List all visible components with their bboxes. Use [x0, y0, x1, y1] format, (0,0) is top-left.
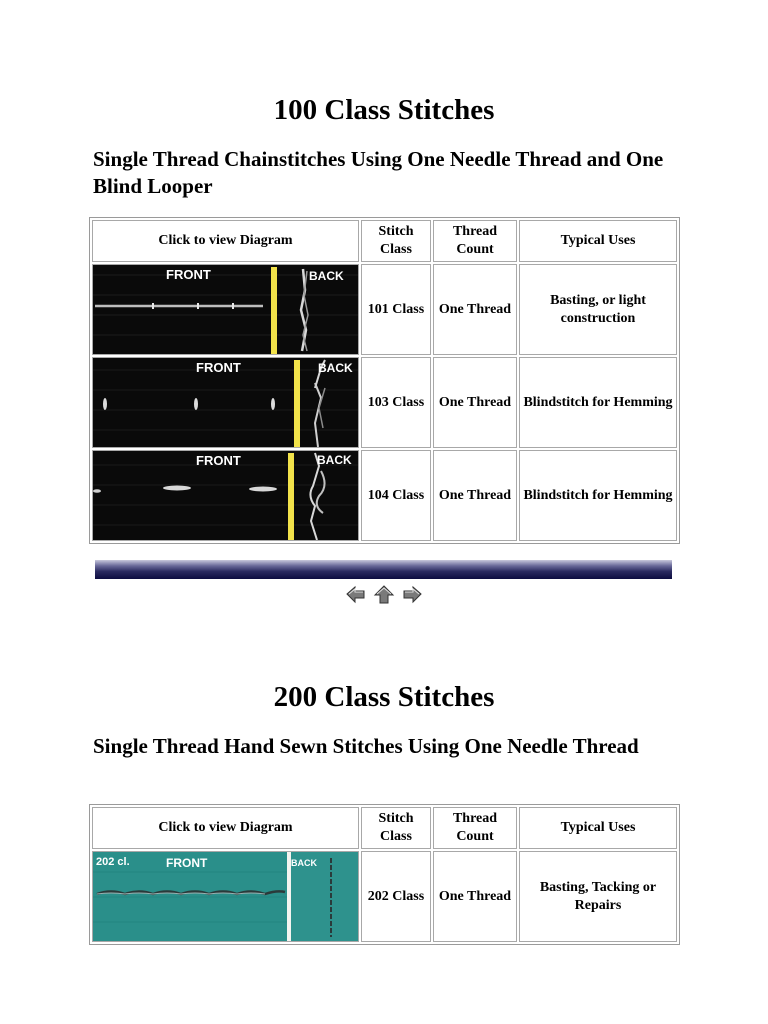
table-row	[92, 851, 677, 942]
diagram-104-image[interactable]	[93, 451, 358, 540]
diagram-104-link[interactable]	[92, 450, 359, 541]
section-200-subtitle: Single Thread Hand Sewn Stitches Using One Needle Thread	[93, 734, 639, 758]
diagram-101-image[interactable]	[93, 265, 358, 354]
diagram-202-back-label: BACK	[291, 858, 317, 868]
thread-count-103: One Thread	[433, 357, 517, 448]
table-row	[92, 450, 677, 541]
right-arrow-icon[interactable]	[401, 585, 423, 605]
up-arrow-icon[interactable]	[373, 585, 395, 605]
typical-uses-103: Blindstitch for Hemming	[519, 357, 677, 448]
section-divider-bar	[95, 560, 672, 579]
header-thread-count: Thread Count	[433, 220, 517, 262]
diagram-104-back-label: BACK	[317, 453, 352, 467]
stitch-class-101: 101 Class	[361, 264, 431, 355]
stitch-table-200	[89, 804, 680, 945]
table-header-row	[92, 220, 677, 262]
header-stitch-class: Stitch Class	[361, 220, 431, 262]
diagram-103-image[interactable]	[93, 358, 358, 447]
table-row	[92, 357, 677, 448]
diagram-101-link[interactable]	[92, 264, 359, 355]
left-arrow-icon[interactable]	[345, 585, 367, 605]
diagram-101-front-label: FRONT	[166, 267, 211, 282]
header-stitch-class: Stitch Class	[361, 807, 431, 849]
thread-count-202: One Thread	[433, 851, 517, 942]
section-100-subtitle: Single Thread Chainstitches Using One Needle Thread and One Blind Looper	[93, 147, 664, 198]
header-diagram: Click to view Diagram	[92, 220, 359, 262]
section-100-title: 100 Class Stitches	[273, 94, 495, 126]
header-typical-uses: Typical Uses	[519, 807, 677, 849]
nav-arrows	[345, 585, 425, 605]
diagram-101-back-label: BACK	[309, 269, 344, 283]
header-typical-uses: Typical Uses	[519, 220, 677, 262]
stitch-table-100	[89, 217, 680, 544]
diagram-103-front-label: FRONT	[196, 360, 241, 375]
section-200-title: 200 Class Stitches	[273, 681, 495, 713]
diagram-202-front-label: FRONT	[166, 856, 208, 870]
typical-uses-202: Basting, Tacking or Repairs	[519, 851, 677, 942]
typical-uses-101: Basting, or light construction	[519, 264, 677, 355]
diagram-103-link[interactable]	[92, 357, 359, 448]
diagram-103-back-label: BACK	[318, 361, 353, 375]
stitch-class-104: 104 Class	[361, 450, 431, 541]
diagram-202-image[interactable]	[93, 852, 358, 941]
header-thread-count: Thread Count	[433, 807, 517, 849]
thread-count-104: One Thread	[433, 450, 517, 541]
thread-count-101: One Thread	[433, 264, 517, 355]
table-row	[92, 264, 677, 355]
header-diagram: Click to view Diagram	[92, 807, 359, 849]
diagram-202-link[interactable]	[92, 851, 359, 942]
stitch-class-202: 202 Class	[361, 851, 431, 942]
diagram-104-front-label: FRONT	[196, 453, 241, 468]
table-header-row	[92, 807, 677, 849]
stitch-class-103: 103 Class	[361, 357, 431, 448]
typical-uses-104: Blindstitch for Hemming	[519, 450, 677, 541]
diagram-202-class-label: 202 cl.	[96, 856, 130, 868]
